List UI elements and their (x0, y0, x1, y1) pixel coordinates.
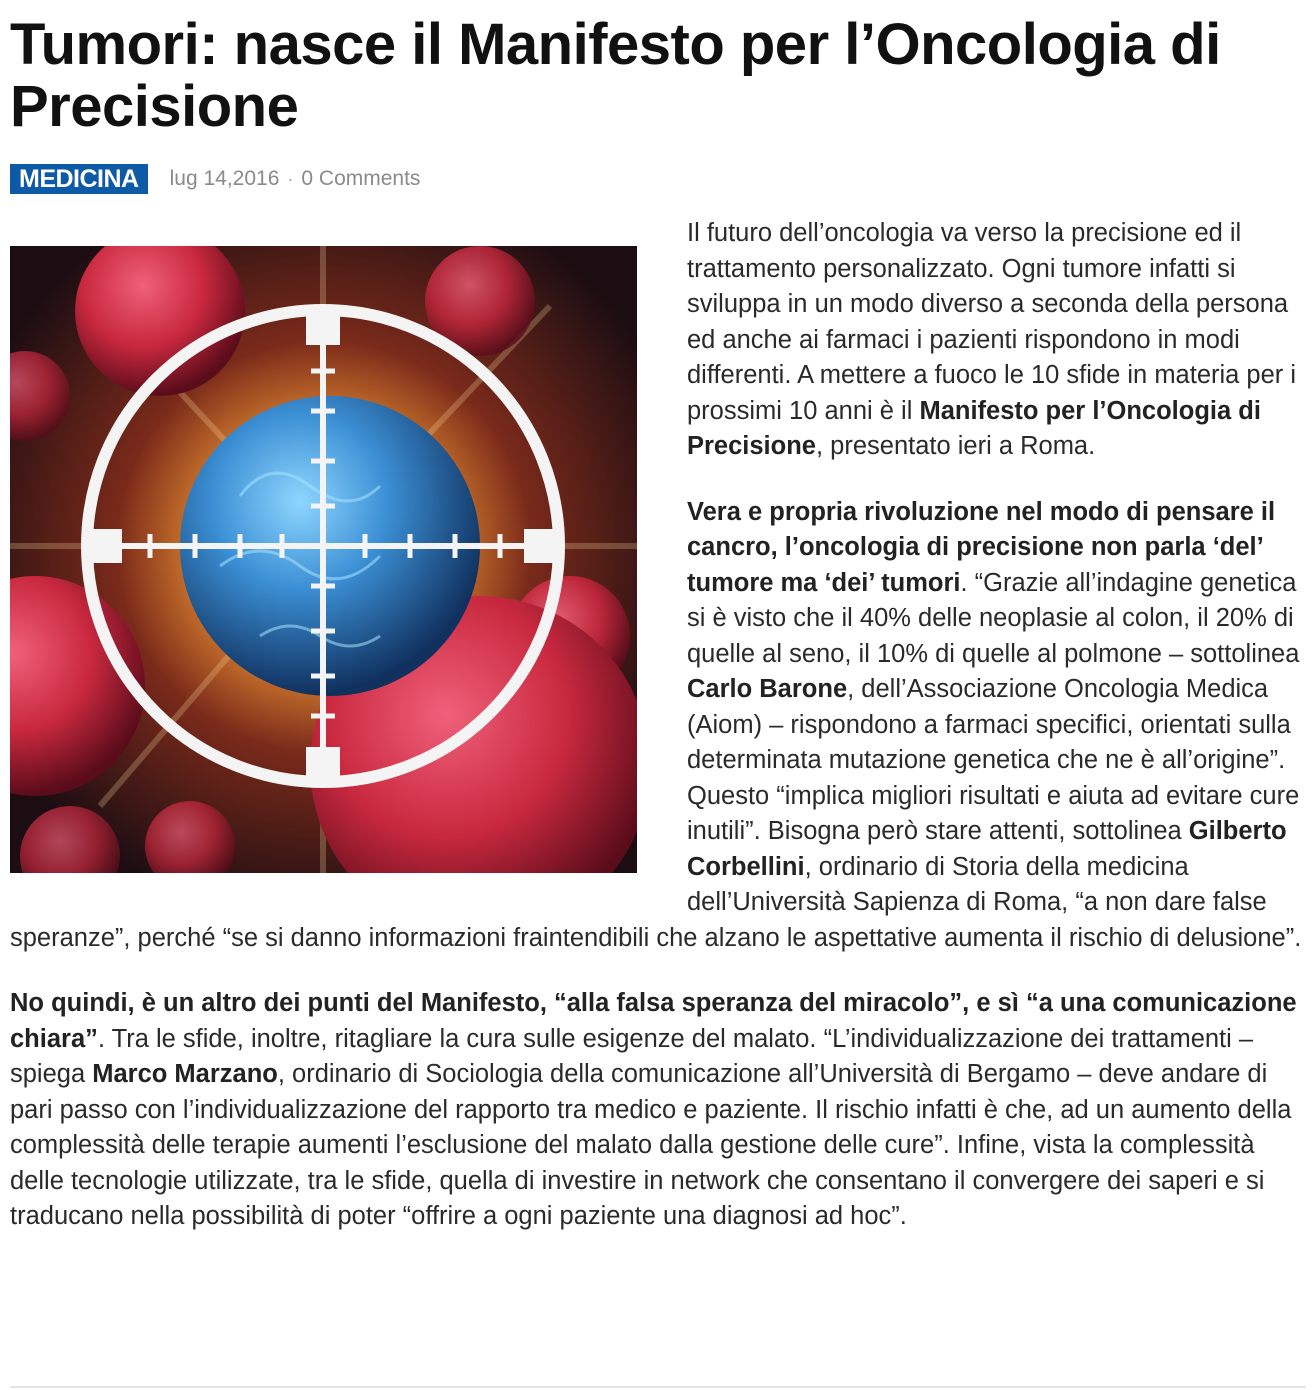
bottom-divider (10, 1386, 1306, 1388)
crosshair-target-icon (10, 246, 637, 873)
article-title: Tumori: nasce il Manifesto per l’Oncologia di Precisione (10, 12, 1221, 139)
article-date: lug 14,2016 (169, 167, 280, 190)
text-run: Il futuro dell’oncologia va verso la precisione ed il trattamento personalizzato. Ogni tumore infatti si sviluppa in un modo diverso a seconda della persona ed anche ai farmaci i pazienti rispondono in modi differenti. A mettere a fuoco le 10 sfide in materia per i prossimi 10 anni è il (687, 219, 1297, 425)
category-badge[interactable]: MEDICINA (10, 164, 148, 194)
bold-text: Marco Marzano (92, 1060, 278, 1088)
bold-text: No quindi, è un altro dei punti del Manifesto, “alla falsa speranza del miracolo”, e sì “a una comunicazione chiara” (10, 989, 1297, 1053)
article-body (10, 216, 1306, 1235)
article-meta (10, 162, 1306, 196)
bold-text: Gilberto Corbellini (687, 817, 1287, 881)
paragraph-3 (10, 986, 1306, 1235)
comments-link[interactable]: 0 Comments (301, 167, 421, 190)
text-run: , ordinario di Sociologia della comunicazione all’Università di Bergamo – deve andare di pari passo con l’individualizzazione del rapporto tra medico e paziente. Il rischio infatti è che, ad un aumento della complessità delle terapie aumenti l’esclusione del malato dalla gestione delle cure”. Infine, vista la complessità delle tecnologie utilizzate, tra le sfide, quella di investire in network che consentano il convergere dei saperi e si traducano nella possibilità di poter “offrire a ogni paziente una diagnosi ad hoc”. (10, 1060, 1292, 1230)
meta-separator: · (287, 168, 294, 189)
bold-text: Carlo Barone (687, 675, 848, 703)
text-run: . Tra le sfide, inoltre, ritagliare la cura sulle esigenze del malato. “L’individualizzazione dei trattamenti – spiega (10, 1024, 1254, 1088)
text-run: . “Grazie all’indagine genetica si è visto che il 40% delle neoplasie al colon, il 20% di quelle al seno, il 10% di quelle al polmone – sottolinea (687, 568, 1300, 668)
bold-text: Manifesto per l’Oncologia di Precisione (687, 396, 1261, 460)
article (10, 0, 1306, 1265)
bold-text: Vera e propria rivoluzione nel modo di pensare il cancro, l’oncologia di precisione non parla ‘del’ tumore ma ‘dei’ tumori (687, 497, 1276, 597)
article-image (10, 246, 637, 873)
text-run: , ordinario di Storia della medicina dell’Università Sapienza di Roma, “a non dare false speranze”, perché “se si danno informazioni fraintendibili che alzano le aspettative aumenta il rischio di delusione”. (10, 852, 1302, 952)
text-run: , dell’Associazione Oncologia Medica (Aiom) – rispondono a farmaci specifici, orientati sulla determinata mutazione genetica che ne è all’origine”. Questo “implica migliori risultati e aiuta ad evitare cure inutili”. Bisogna però stare attenti, sottolinea (687, 675, 1300, 845)
text-run: , presentato ieri a Roma. (815, 432, 1096, 460)
